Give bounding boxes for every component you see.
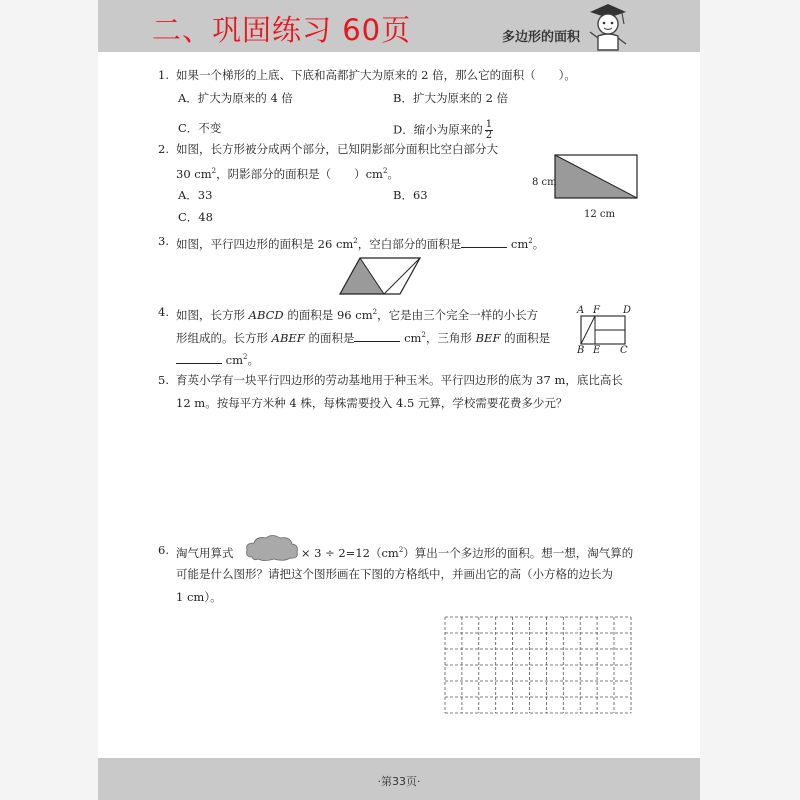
- q3-sup-2: 2: [528, 237, 533, 245]
- q4-abcd: ABCD: [248, 307, 284, 322]
- q3-text-a: 如图，平行四边形的面积是 26 cm: [176, 236, 354, 251]
- q4-answer-blank-2[interactable]: [176, 353, 222, 364]
- page-number: ·第33页·: [377, 775, 421, 788]
- page-header: [98, 0, 700, 52]
- q4-bef: BEF: [475, 330, 501, 345]
- q2-height-label: 8 cm: [532, 177, 557, 188]
- q4-line2-e: 的面积是: [504, 330, 551, 345]
- q1-option-a: A．扩大为原来的 4 倍: [178, 91, 293, 105]
- q6-line1-b: × 3 ÷ 2=12（cm: [300, 545, 399, 560]
- q1-option-b: B．扩大为原来的 2 倍: [393, 91, 509, 105]
- q3-number: 3.: [158, 234, 169, 248]
- q5-line2: 12 m。按每平方米种 4 株，每株需要投入 4.5 元算，学校需要花费多少元？: [176, 396, 568, 410]
- left-margin-background: [0, 0, 98, 800]
- q5-line1: 育英小学有一块平行四边形的劳动基地用于种玉米。平行四边形的底为 37 m，底比高长: [176, 373, 623, 387]
- q3-sup-1: 2: [353, 237, 358, 245]
- q4-line3: [176, 349, 259, 368]
- q3-line-2: [384, 258, 420, 294]
- q2-line2-a: 30 cm: [176, 166, 212, 181]
- q3-text-c: cm: [510, 236, 529, 251]
- q1-option-d-text: D．缩小为原来的: [393, 122, 483, 137]
- q2-rectangle-figure: [554, 154, 638, 208]
- q4-line3-a: cm: [225, 352, 244, 367]
- q4-rectangle-figure: [580, 315, 626, 345]
- q4-sup-1: 2: [372, 308, 378, 316]
- q2-line2-b: ，阴影部分的面积是（ ）cm: [216, 166, 383, 181]
- fraction-denominator: 2: [485, 130, 493, 141]
- q3-text-d: 。: [532, 236, 545, 251]
- q4-number: 4.: [158, 305, 169, 319]
- q4-abef: ABEF: [271, 330, 305, 345]
- q4-line2-b: 的面积是: [308, 330, 355, 345]
- q3-shaded-triangle: [340, 258, 384, 294]
- cloud-icon: [244, 533, 300, 563]
- q4-answer-blank-1[interactable]: [354, 331, 400, 342]
- q4-line2-d: ，三角形: [425, 330, 472, 345]
- q4-line1: [176, 304, 538, 323]
- q2-number: 2.: [158, 142, 169, 156]
- q4-sup-2: 2: [421, 331, 426, 339]
- section-title: 多边形的面积: [502, 30, 581, 45]
- q4-diagonal-bf: [581, 316, 595, 344]
- q4-sup-3: 2: [243, 353, 248, 361]
- q3-parallelogram-figure: [338, 256, 422, 296]
- q5-number: 5.: [158, 373, 169, 387]
- q2-line2: [176, 163, 399, 182]
- page-title: 二、巩固练习 60页: [152, 13, 412, 47]
- grid-paper[interactable]: [444, 616, 632, 714]
- q4-line2-a: 形组成的。长方形: [176, 330, 268, 345]
- q4-label-c: C: [620, 345, 628, 356]
- q4-label-d: D: [623, 305, 632, 316]
- mascot-icon: [586, 2, 630, 52]
- q6-number: 6.: [158, 543, 169, 557]
- fraction-half: [485, 120, 493, 141]
- q4-line2-c: cm: [404, 330, 422, 345]
- q3-text: [176, 233, 544, 252]
- page-footer: [98, 758, 700, 800]
- q6-line2: 可能是什么图形？请把这个图形画在下图的方格纸中，并画出它的高（小方格的边长为: [176, 567, 613, 581]
- q2-option-a: A．33: [178, 188, 213, 202]
- q4-label-b: B: [577, 345, 585, 356]
- worksheet-page: [98, 0, 700, 800]
- q4-label-e: E: [593, 345, 601, 356]
- q4-line3-end: 。: [247, 352, 259, 367]
- q2-line1: 如图，长方形被分成两个部分，已知阴影部分面积比空白部分大: [176, 142, 498, 156]
- right-margin-background: [700, 0, 800, 800]
- q6-line1-c: ）算出一个多边形的面积。想一想，淘气算的: [403, 545, 634, 560]
- q2-option-b: B．63: [393, 188, 428, 202]
- q2-sup-1: 2: [211, 167, 217, 175]
- q4-label-f: F: [593, 305, 600, 316]
- q3-text-b: ，空白部分的面积是: [357, 236, 462, 251]
- q1-option-c: C．不变: [178, 121, 222, 135]
- q6-sup: 2: [398, 546, 404, 554]
- q6-line1-a: 淘气用算式: [176, 545, 234, 560]
- q4-line2: [176, 327, 550, 346]
- q2-option-c: C．48: [178, 210, 213, 224]
- q6-line3: 1 cm）。: [176, 590, 222, 604]
- q2-sup-2: 2: [382, 167, 388, 175]
- fraction-numerator: 1: [485, 119, 493, 130]
- q4-line1-c: ，它是由三个完全一样的小长方: [377, 307, 539, 322]
- q3-answer-blank[interactable]: [461, 237, 507, 248]
- q4-line1-a: 如图，长方形: [176, 307, 245, 322]
- q4-line1-b: 的面积是 96 cm: [287, 307, 373, 322]
- q2-width-label: 12 cm: [584, 209, 615, 220]
- q4-label-a: A: [577, 305, 585, 316]
- q2-line2-c: 。: [387, 166, 399, 181]
- q1-number: 1.: [158, 68, 169, 82]
- q1-option-d: [393, 120, 493, 141]
- q1-text: 如果一个梯形的上底、下底和高都扩大为原来的 2 倍，那么它的面积（ ）。: [176, 68, 576, 82]
